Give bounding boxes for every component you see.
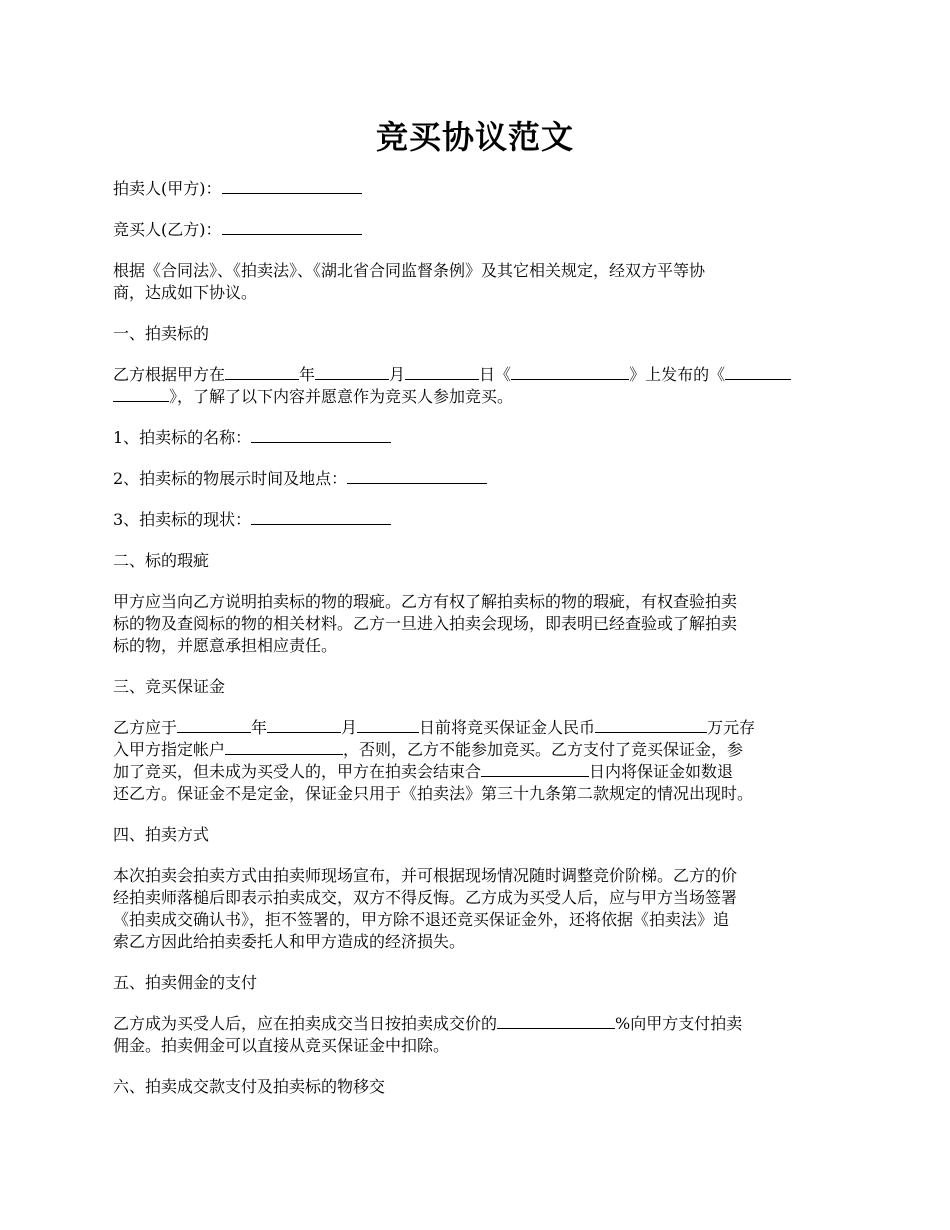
text-fragment: 日前将竞买保证金人民币 xyxy=(419,718,596,737)
item-1-blank xyxy=(251,427,391,443)
section-5-heading: 五、拍卖佣金的支付 xyxy=(113,973,258,992)
document-title: 竞买协议范文 xyxy=(375,118,574,156)
text-fragment: 入甲方指定帐户 xyxy=(113,740,226,759)
section-2-line-3: 标的物，并愿意承担相应责任。 xyxy=(113,636,338,655)
text-fragment: ，否则，乙方不能参加竞买。乙方支付了竞买保证金，参 xyxy=(343,740,744,759)
announcement-blank-cont xyxy=(113,386,169,402)
deposit-month-blank xyxy=(267,717,341,733)
party-b-line xyxy=(113,219,847,241)
text-fragment: 》，了解了以下内容并愿意作为竞买人参加竞买。 xyxy=(169,387,514,406)
document-body xyxy=(113,178,847,1117)
section-1-line-1 xyxy=(113,364,847,386)
text-fragment: %向甲方支付拍卖 xyxy=(615,1014,743,1033)
section-3-heading: 三、竞买保证金 xyxy=(113,677,226,696)
commission-rate-blank xyxy=(497,1013,615,1029)
text-fragment: 乙方根据甲方在 xyxy=(113,365,226,384)
section-4-line-1: 本次拍卖会拍卖方式由拍卖师现场宣布，并可根据现场情况随时调整竞价阶梯。乙方的价 xyxy=(113,866,738,885)
section-2-heading: 二、标的瑕疵 xyxy=(113,551,210,570)
item-3-blank xyxy=(251,509,391,525)
section-4-line-4: 索乙方因此给拍卖委托人和甲方造成的经济损失。 xyxy=(113,932,466,951)
intro-line-1: 根据《合同法》、《拍卖法》、《湖北省合同监督条例》及其它相关规定，经双方平等协 xyxy=(113,261,706,280)
section-2-line-1: 甲方应当向乙方说明拍卖标的物的瑕疵。乙方有权了解拍卖标的物的瑕疵，有权查验拍卖 xyxy=(113,592,738,611)
party-a-blank xyxy=(222,178,362,194)
text-fragment: 月 xyxy=(389,365,406,384)
deposit-year-blank xyxy=(177,717,251,733)
party-b-blank xyxy=(222,219,362,235)
section-3-line-1 xyxy=(113,717,847,739)
text-fragment: 万元存 xyxy=(707,718,756,737)
text-fragment: 年 xyxy=(299,365,316,384)
party-a-label: 拍卖人(甲方)： xyxy=(113,179,222,198)
intro-paragraph xyxy=(113,260,847,304)
publication-blank xyxy=(511,364,629,380)
text-fragment: 月 xyxy=(341,718,358,737)
section-1-paragraph xyxy=(113,364,847,408)
item-1 xyxy=(113,427,847,449)
section-4-line-3: 《拍卖成交确认书》，拒不签署的，甲方除不退还竞买保证金外，还将依据《拍卖法》追 xyxy=(113,910,730,929)
party-b-label: 竞买人(乙方)： xyxy=(113,220,222,239)
intro-line-2: 商，达成如下协议。 xyxy=(113,283,258,302)
refund-days-blank xyxy=(481,761,589,777)
section-5-line-1 xyxy=(113,1013,847,1035)
section-3-paragraph xyxy=(113,717,847,805)
section-4-line-2: 经拍卖师落槌后即表示拍卖成交，双方不得反悔。乙方成为买受人后，应与甲方当场签署 xyxy=(113,888,738,907)
day-blank xyxy=(405,364,479,380)
text-fragment: 年 xyxy=(251,718,268,737)
deposit-amount-blank xyxy=(595,717,707,733)
section-6-heading: 六、拍卖成交款支付及拍卖标的物移交 xyxy=(113,1077,386,1096)
section-4-heading: 四、拍卖方式 xyxy=(113,825,210,844)
section-5-line-2: 佣金。拍卖佣金可以直接从竞买保证金中扣除。 xyxy=(113,1036,450,1055)
section-4-paragraph xyxy=(113,865,847,953)
section-2-line-2: 标的物及查阅标的物的相关材料。乙方一旦进入拍卖会现场，即表明已经查验或了解拍卖 xyxy=(113,614,738,633)
item-3-label: 3、拍卖标的现状： xyxy=(113,510,252,529)
item-3 xyxy=(113,509,847,531)
section-3-line-4: 还乙方。保证金不是定金，保证金只用于《拍卖法》第三十九条第二款规定的情况出现时。 xyxy=(113,784,754,803)
section-3-line-2 xyxy=(113,739,847,761)
text-fragment: 日《 xyxy=(479,365,512,384)
year-blank xyxy=(225,364,299,380)
text-fragment: 乙方应于 xyxy=(113,718,178,737)
deposit-day-blank xyxy=(357,717,419,733)
item-2-blank xyxy=(347,468,487,484)
item-2-label: 2、拍卖标的物展示时间及地点： xyxy=(113,469,348,488)
section-5-paragraph xyxy=(113,1013,847,1057)
section-1-heading: 一、拍卖标的 xyxy=(113,324,210,343)
party-a-line xyxy=(113,178,847,200)
section-3-line-3 xyxy=(113,761,847,783)
text-fragment: 》上发布的《 xyxy=(629,365,726,384)
item-2 xyxy=(113,468,847,490)
account-blank xyxy=(225,739,343,755)
section-2-paragraph xyxy=(113,591,847,657)
item-1-label: 1、拍卖标的名称： xyxy=(113,428,252,447)
section-1-line-2 xyxy=(113,386,847,408)
announcement-blank xyxy=(725,364,791,380)
month-blank xyxy=(315,364,389,380)
text-fragment: 加了竞买，但未成为买受人的，甲方在拍卖会结束合 xyxy=(113,762,482,781)
text-fragment: 日内将保证金如数退 xyxy=(589,762,734,781)
text-fragment: 乙方成为买受人后，应在拍卖成交当日按拍卖成交价的 xyxy=(113,1014,498,1033)
